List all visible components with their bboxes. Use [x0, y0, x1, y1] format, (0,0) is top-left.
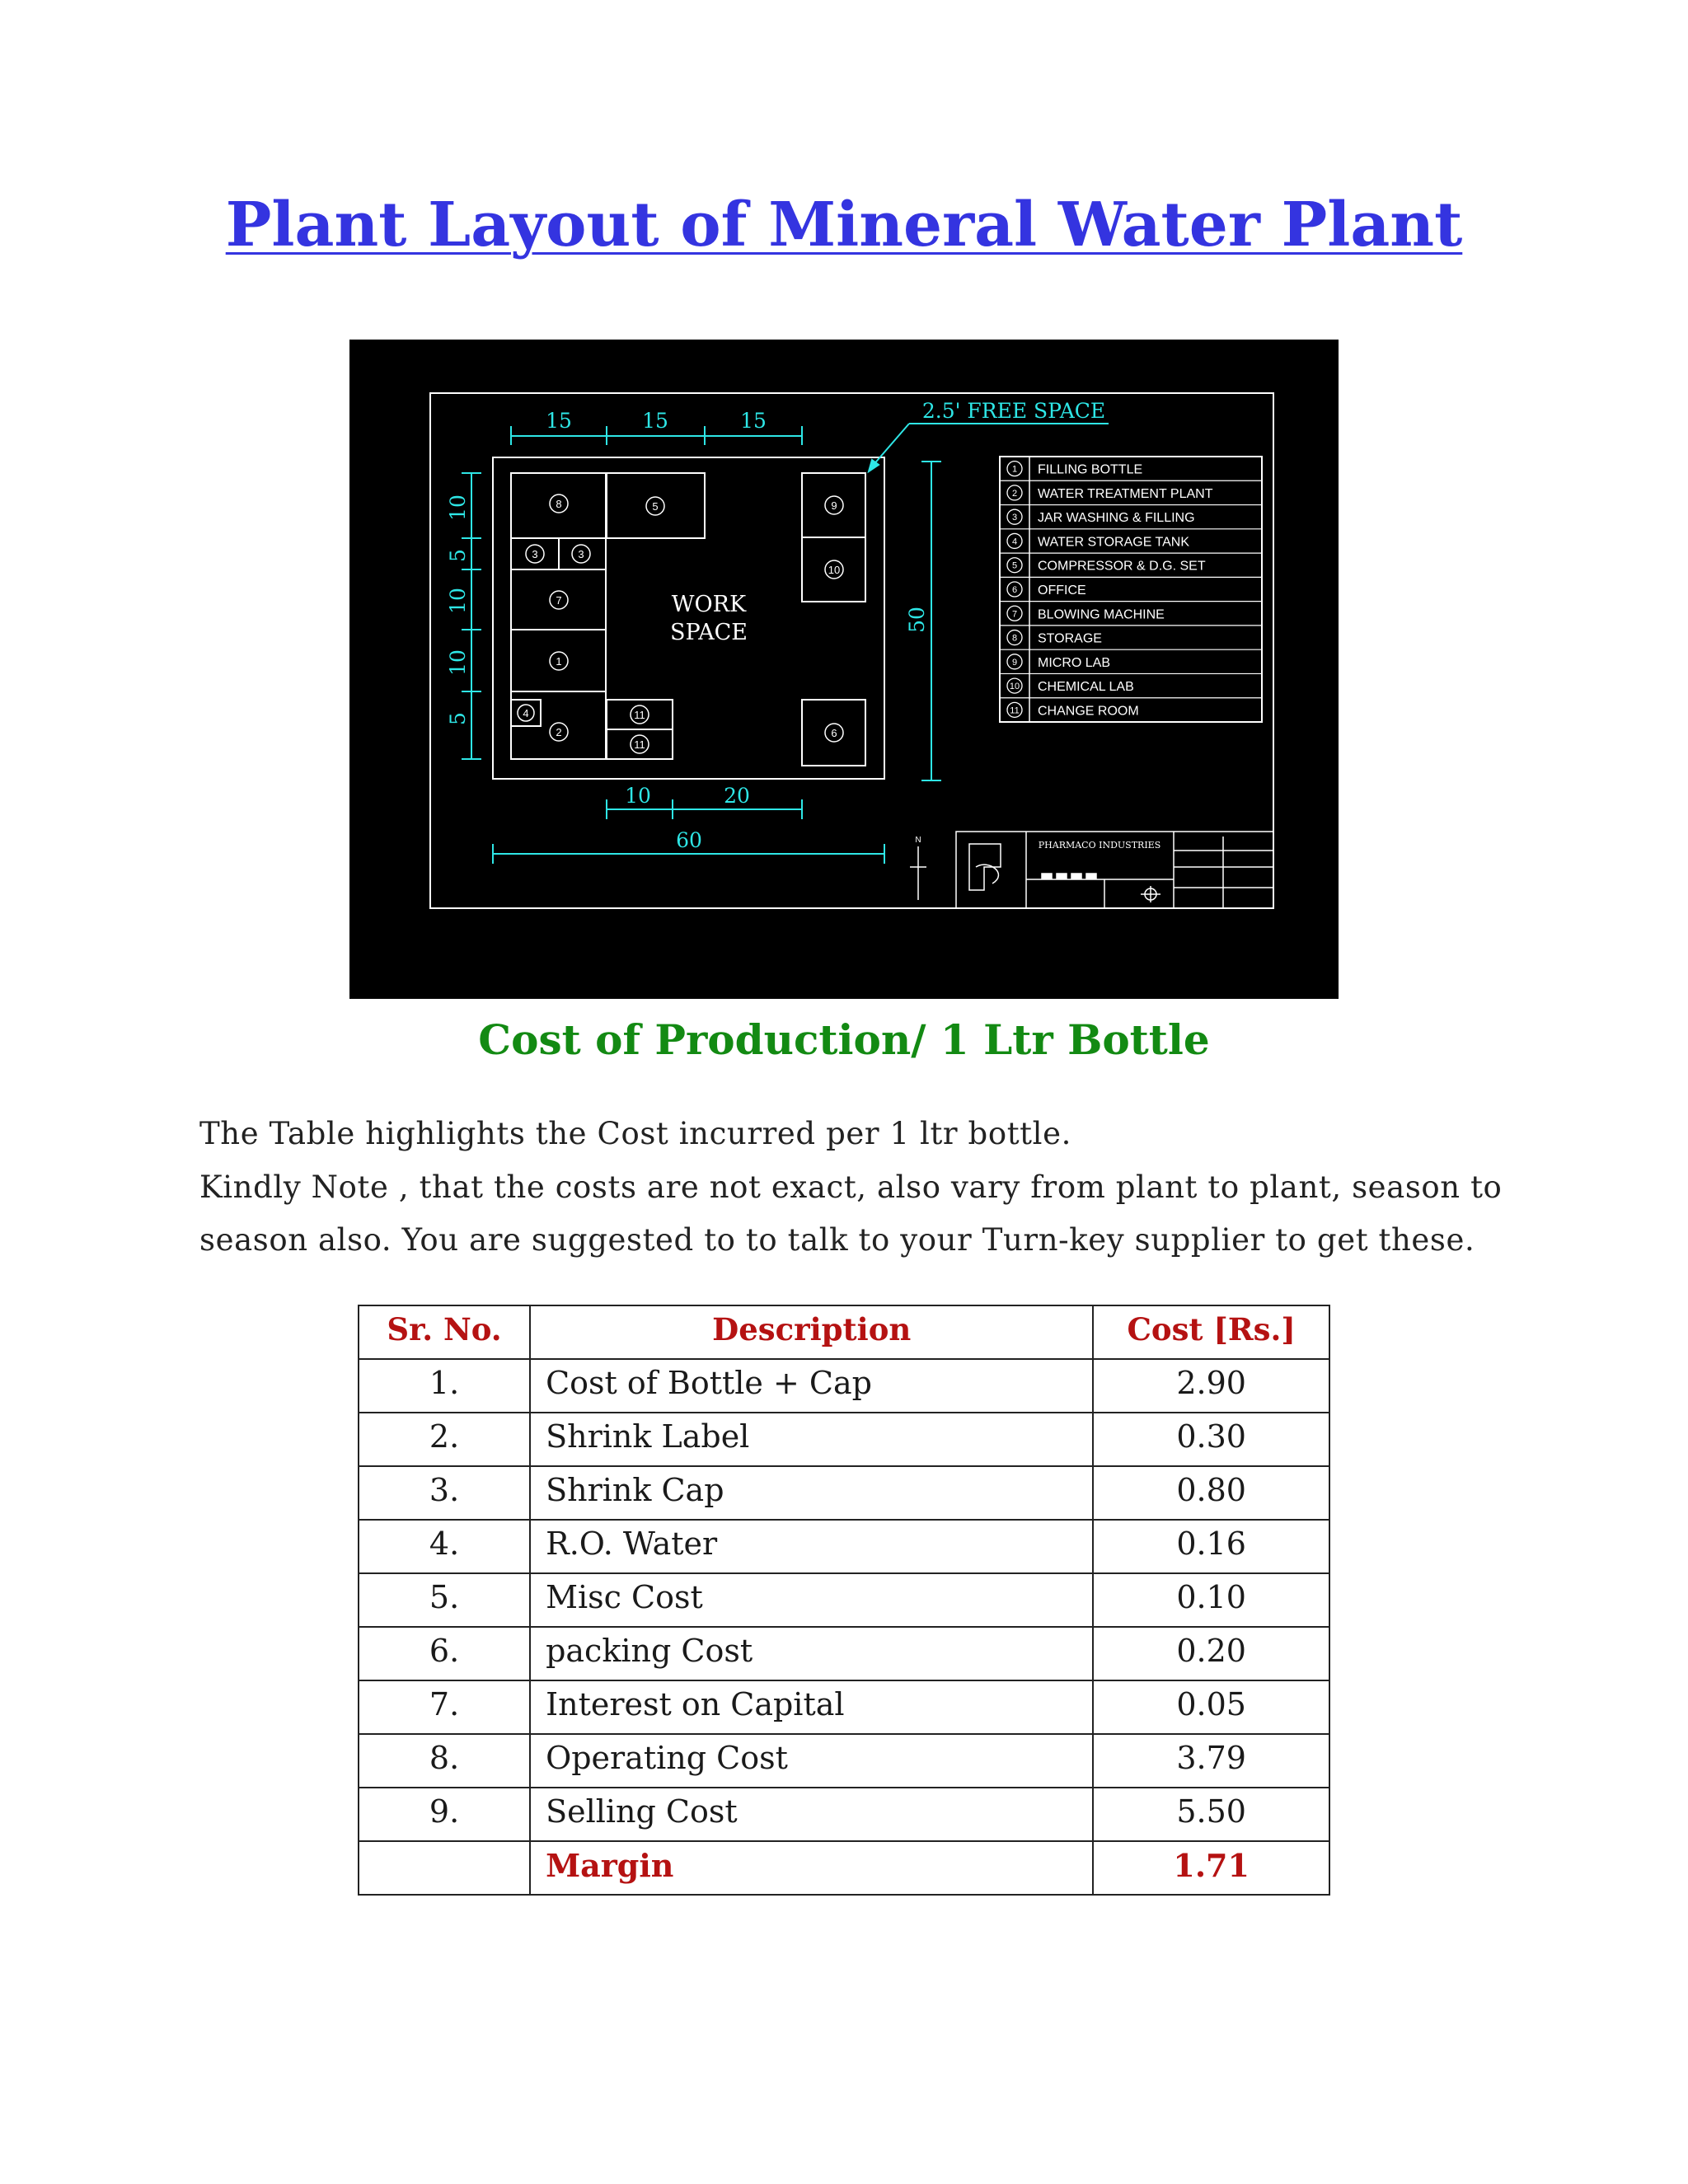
margin-label: Margin	[530, 1841, 1093, 1895]
room-6-marker: 6	[831, 727, 837, 739]
room-2-marker: 2	[556, 726, 562, 738]
free-space-label: 2.5' FREE SPACE	[921, 399, 1106, 423]
margin-value: 1.71	[1093, 1841, 1329, 1895]
dim-left-1: 10	[446, 494, 470, 521]
legend-label: STORAGE	[1038, 631, 1102, 646]
room-9-marker: 9	[831, 499, 837, 512]
cell-sr	[359, 1841, 530, 1895]
cell-sr: 6.	[359, 1627, 530, 1680]
dim-left-3: 10	[446, 588, 470, 614]
room-11a-marker: 11	[634, 709, 645, 721]
legend-label: CHANGE ROOM	[1038, 704, 1139, 719]
intro-line-2: Kindly Note , that the costs are not exact, also vary from plant to plant, season to	[199, 1169, 1503, 1205]
plant-layout-drawing	[349, 340, 1339, 999]
page-title: Plant Layout of Mineral Water Plant	[225, 190, 1463, 260]
legend-number: 11	[1010, 705, 1020, 716]
legend-number: 9	[1011, 657, 1018, 668]
section-subtitle: Cost of Production/ 1 Ltr Bottle	[478, 1015, 1210, 1064]
margin-row	[359, 1841, 1329, 1895]
dim-top-1: 15	[546, 409, 572, 433]
dim-top-2: 15	[642, 409, 668, 433]
room-3a-marker: 3	[532, 548, 538, 560]
dim-left-4: 10	[446, 649, 470, 676]
room-4-marker: 4	[523, 707, 529, 719]
legend-label: FILLING BOTTLE	[1038, 462, 1143, 477]
cell-cost: 3.79	[1093, 1734, 1329, 1788]
table-header-row	[359, 1305, 1329, 1359]
legend-table	[1000, 457, 1262, 722]
cell-sr: 3.	[359, 1466, 530, 1520]
cell-cost: 5.50	[1093, 1788, 1329, 1841]
dim-bottom-1: 10	[625, 784, 651, 808]
table-row	[359, 1359, 1329, 1413]
table-row	[359, 1466, 1329, 1520]
legend-number: 8	[1011, 633, 1018, 644]
cell-cost: 0.20	[1093, 1627, 1329, 1680]
legend-label: JAR WASHING & FILLING	[1038, 511, 1195, 526]
cell-sr: 9.	[359, 1788, 530, 1841]
legend-label: CHEMICAL LAB	[1038, 680, 1134, 695]
legend-label: WATER TREATMENT PLANT	[1038, 486, 1213, 501]
legend-number: 6	[1011, 585, 1018, 595]
table-row	[359, 1788, 1329, 1841]
cell-sr: 7.	[359, 1680, 530, 1734]
legend-label: MICRO LAB	[1038, 655, 1111, 670]
cell-description: Shrink Cap	[530, 1466, 1093, 1520]
legend-label: OFFICE	[1038, 583, 1086, 598]
legend-label: WATER STORAGE TANK	[1038, 535, 1190, 550]
cost-table	[358, 1305, 1330, 1896]
cell-cost: 0.10	[1093, 1573, 1329, 1627]
header-description: Description	[530, 1305, 1093, 1359]
cell-sr: 2.	[359, 1413, 530, 1466]
cell-description: Interest on Capital	[530, 1680, 1093, 1734]
legend-number: 10	[1009, 682, 1020, 692]
room-5-marker: 5	[652, 500, 659, 513]
dim-right: 50	[905, 607, 929, 633]
legend-number: 7	[1011, 609, 1018, 620]
legend-number: 4	[1011, 537, 1018, 547]
legend-number: 5	[1011, 560, 1018, 571]
cell-cost: 2.90	[1093, 1359, 1329, 1413]
cell-cost: 0.05	[1093, 1680, 1329, 1734]
dim-bottom-2: 20	[724, 784, 750, 808]
header-cost: Cost [Rs.]	[1093, 1305, 1329, 1359]
legend-number: 1	[1011, 464, 1018, 475]
cell-description: packing Cost	[530, 1627, 1093, 1680]
title-block-company: PHARMACO INDUSTRIES	[1038, 840, 1161, 851]
table-row	[359, 1627, 1329, 1680]
work-space-label-2: SPACE	[669, 620, 748, 645]
cell-description: R.O. Water	[530, 1520, 1093, 1573]
table-row	[359, 1680, 1329, 1734]
cell-description: Misc Cost	[530, 1573, 1093, 1627]
dim-top-3: 15	[740, 409, 767, 433]
cell-sr: 4.	[359, 1520, 530, 1573]
north-arrow	[910, 836, 926, 900]
cell-description: Operating Cost	[530, 1734, 1093, 1788]
table-row	[359, 1734, 1329, 1788]
cell-sr: 5.	[359, 1573, 530, 1627]
legend-label: BLOWING MACHINE	[1038, 607, 1165, 622]
dim-total: 60	[676, 828, 702, 852]
cell-cost: 0.16	[1093, 1520, 1329, 1573]
legend-label: COMPRESSOR & D.G. SET	[1038, 559, 1206, 574]
room-11b-marker: 11	[634, 738, 645, 751]
cell-cost: 0.30	[1093, 1413, 1329, 1466]
table-row	[359, 1520, 1329, 1573]
dim-left-2: 5	[446, 549, 470, 562]
legend-number: 2	[1011, 488, 1018, 499]
cell-sr: 1.	[359, 1359, 530, 1413]
cell-cost: 0.80	[1093, 1466, 1329, 1520]
cell-description: Selling Cost	[530, 1788, 1093, 1841]
cell-sr: 8.	[359, 1734, 530, 1788]
room-3b-marker: 3	[578, 548, 584, 560]
cell-description: Cost of Bottle + Cap	[530, 1359, 1093, 1413]
work-space-label-1: WORK	[671, 592, 747, 617]
dim-left-5: 5	[446, 712, 470, 725]
room-7-marker: 7	[556, 594, 562, 607]
room-10-marker: 10	[828, 564, 841, 576]
intro-line-1: The Table highlights the Cost incurred per 1 ltr bottle.	[199, 1116, 1071, 1151]
table-row	[359, 1413, 1329, 1466]
table-row	[359, 1573, 1329, 1627]
room-1-marker: 1	[556, 655, 562, 668]
header-sr-no: Sr. No.	[359, 1305, 530, 1359]
legend-number: 3	[1011, 513, 1018, 523]
cell-description: Shrink Label	[530, 1413, 1093, 1466]
svg-text:N: N	[915, 836, 921, 845]
room-8-marker: 8	[556, 498, 562, 510]
intro-line-3: season also. You are suggested to to talk to your Turn-key supplier to get these.	[199, 1222, 1475, 1258]
